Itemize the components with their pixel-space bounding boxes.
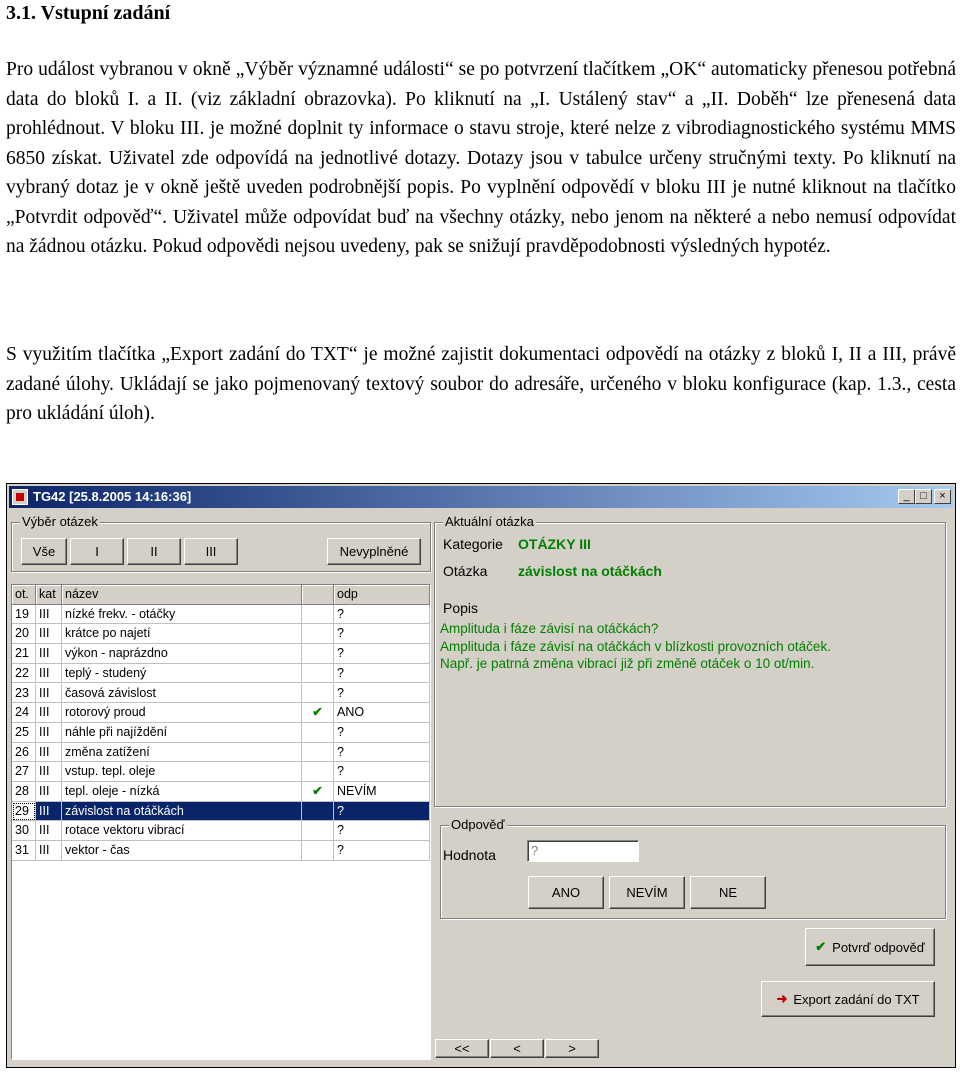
cell-kat[interactable]: III (36, 624, 62, 644)
cell-check[interactable] (302, 624, 334, 644)
question-filter-title: Výběr otázek (22, 514, 98, 529)
cell-nazev[interactable]: tepl. oleje - nízká (62, 782, 302, 802)
title-bar[interactable] (9, 486, 953, 508)
cell-kat[interactable]: III (36, 782, 62, 802)
paragraph-intro: Pro událost vybranou v okně „Výběr významné události“ se po potvrzení tlačítkem „OK“ automaticky přenesou potřebná data do bloků I. a II. (viz základní obrazovka). Po kliknutí na „I. Ustálený stav“ a „II. Doběh“ lze přenesená data prohlédnout. V bloku III. je možné doplnit ty informace o stavu stroje, které nelze z vibrodiagnostického systému MMS 6850 získat. Uživatel zde odpovídá na jednotlivé dotazy. Dotazy jsou v tabulce určeny stručnými texty. Po kliknutí na vybraný dotaz je v okně ještě uveden podrobnější popis. Po vyplnění odpovědí v bloku III je nutné kliknout na tlačítko „Potvrdit odpověď“. Uživatel může odpovídat buď na všechny otázky, nebo jenom na některé a nebo nemusí odpovídat na žádnou otázku. Pokud odpovědi nejsou uvedeny, pak se snižují pravděpodobnosti výsledných hypotéz. (6, 59, 956, 257)
cell-kat[interactable]: III (36, 664, 62, 684)
confirm-answer-button[interactable] (805, 928, 935, 966)
table-row[interactable] (12, 802, 430, 822)
cell-odp[interactable]: ANO (334, 703, 430, 723)
cell-odp[interactable]: ? (334, 644, 430, 664)
cell-odp[interactable]: ? (334, 605, 430, 625)
cell-nazev[interactable]: vstup. tepl. oleje (62, 762, 302, 782)
description-text (440, 620, 938, 673)
cell-check[interactable] (302, 684, 334, 704)
cell-nazev[interactable]: změna zatížení (62, 743, 302, 763)
cell-kat[interactable]: III (36, 821, 62, 841)
category-label: Kategorie (443, 536, 503, 552)
cell-kat[interactable]: III (36, 605, 62, 625)
cell-check[interactable] (302, 605, 334, 625)
cell-odp[interactable]: ? (334, 802, 430, 822)
cell-check[interactable] (302, 821, 334, 841)
cell-nazev[interactable]: výkon - naprázdno (62, 644, 302, 664)
cell-odp[interactable]: ? (334, 743, 430, 763)
cell-kat[interactable]: III (36, 703, 62, 723)
cell-check[interactable] (302, 723, 334, 743)
minimize-button[interactable]: _ (898, 489, 915, 504)
answer-yes-button[interactable]: ANO (528, 876, 604, 909)
col-header-check[interactable] (302, 585, 334, 605)
confirm-answer-label: Potvrď odpověď (832, 939, 925, 955)
export-icon: ➜ (776, 991, 788, 1006)
table-header (12, 585, 430, 605)
cell-nazev[interactable]: náhle při najíždění (62, 723, 302, 743)
cell-ot[interactable]: 26 (12, 743, 36, 763)
value-label: Hodnota (443, 847, 496, 863)
col-header-ot[interactable]: ot. (12, 585, 36, 605)
nav-next-button[interactable]: > (545, 1039, 599, 1058)
cell-nazev[interactable]: teplý - studený (62, 664, 302, 684)
app-window (6, 483, 956, 1068)
cell-check[interactable] (302, 802, 334, 822)
filter-all-button[interactable]: Vše (21, 538, 67, 565)
nav-prev-button[interactable]: < (490, 1039, 544, 1058)
cell-kat[interactable]: III (36, 802, 62, 822)
table-row[interactable] (12, 841, 430, 861)
window-title: TG42 [25.8.2005 14:16:36] (33, 489, 192, 504)
table-row[interactable] (12, 723, 430, 743)
cell-kat[interactable]: III (36, 762, 62, 782)
answer-dont-know-button[interactable]: NEVÍM (609, 876, 685, 909)
table-row[interactable] (12, 624, 430, 644)
cell-nazev[interactable]: rotace vektoru vibrací (62, 821, 302, 841)
nav-first-button[interactable]: << (435, 1039, 489, 1058)
cell-ot[interactable]: 29 (12, 802, 36, 822)
cell-kat[interactable]: III (36, 723, 62, 743)
cell-ot[interactable]: 25 (12, 723, 36, 743)
cell-ot[interactable]: 31 (12, 841, 36, 861)
maximize-button[interactable]: □ (915, 489, 932, 504)
table-row[interactable] (12, 684, 430, 704)
checkmark-icon[interactable]: ✔ (302, 782, 334, 802)
questions-table[interactable] (11, 584, 431, 1060)
description-line: Např. je patrná změna vibrací již při změně otáček o 10 ot/min. (440, 656, 815, 671)
filter-iii-button[interactable]: III (184, 538, 238, 565)
cell-nazev[interactable]: časová závislost (62, 684, 302, 704)
cell-kat[interactable]: III (36, 684, 62, 704)
col-header-nazev[interactable]: název (62, 585, 302, 605)
cell-nazev[interactable]: vektor - čas (62, 841, 302, 861)
app-icon (12, 489, 28, 505)
cell-ot[interactable]: 30 (12, 821, 36, 841)
section-heading: 3.1. Vstupní zadání (6, 2, 171, 24)
cell-odp[interactable]: ? (334, 841, 430, 861)
cell-nazev[interactable]: rotorový proud (62, 703, 302, 723)
question-value: závislost na otáčkách (518, 563, 662, 579)
cell-odp[interactable]: ? (334, 664, 430, 684)
cell-ot[interactable]: 20 (12, 624, 36, 644)
cell-nazev[interactable]: závislost na otáčkách (62, 802, 302, 822)
cell-check[interactable] (302, 644, 334, 664)
cell-ot[interactable]: 22 (12, 664, 36, 684)
cell-nazev[interactable]: krátce po najetí (62, 624, 302, 644)
table-row[interactable] (12, 762, 430, 782)
cell-ot[interactable]: 19 (12, 605, 36, 625)
category-value: OTÁZKY III (518, 536, 591, 552)
cell-odp[interactable]: ? (334, 762, 430, 782)
checkmark-icon[interactable]: ✔ (302, 703, 334, 723)
cell-check[interactable] (302, 762, 334, 782)
cell-kat[interactable]: III (36, 644, 62, 664)
cell-kat[interactable]: III (36, 841, 62, 861)
answer-title: Odpověď (451, 817, 505, 832)
table-row[interactable] (12, 782, 430, 802)
description-line: Amplituda i fáze závisí na otáčkách? (440, 621, 659, 636)
cell-odp[interactable]: ? (334, 684, 430, 704)
cell-odp[interactable]: ? (334, 821, 430, 841)
check-icon: ✔ (815, 939, 827, 954)
filter-unanswered-button[interactable]: Nevyplněné (327, 538, 421, 565)
cell-ot[interactable]: 28 (12, 782, 36, 802)
cell-ot[interactable]: 21 (12, 644, 36, 664)
cell-ot[interactable]: 24 (12, 703, 36, 723)
cell-odp[interactable]: ? (334, 723, 430, 743)
table-row[interactable] (12, 644, 430, 664)
cell-odp[interactable]: ? (334, 624, 430, 644)
table-row[interactable] (12, 605, 430, 625)
cell-check[interactable] (302, 841, 334, 861)
description-line: Amplituda i fáze závisí na otáčkách v blízkosti provozních otáček. (440, 638, 831, 654)
filter-ii-button[interactable]: II (127, 538, 181, 565)
close-button[interactable]: × (934, 489, 951, 504)
cell-ot[interactable]: 23 (12, 684, 36, 704)
cell-check[interactable] (302, 664, 334, 684)
answer-value-input[interactable]: ? (527, 840, 639, 862)
paragraph-export: S využitím tlačítka „Export zadání do TXT“ je možné zajistit dokumentaci odpovědí na otázky z bloků I, II a III, právě zadané úlohy. Ukládají se jako pojmenovaný textový soubor do adresáře, určeného v bloku konfigurace (kap. 1.3., cesta pro ukládání úloh). (6, 344, 956, 424)
current-question-title: Aktuální otázka (445, 514, 534, 529)
cell-nazev[interactable]: nízké frekv. - otáčky (62, 605, 302, 625)
table-row[interactable] (12, 743, 430, 763)
cell-ot[interactable]: 27 (12, 762, 36, 782)
cell-odp[interactable]: NEVÍM (334, 782, 430, 802)
col-header-kat[interactable]: kat (36, 585, 62, 605)
question-label: Otázka (443, 563, 488, 579)
filter-i-button[interactable]: I (70, 538, 124, 565)
col-header-odp[interactable]: odp (334, 585, 430, 605)
table-row[interactable] (12, 703, 430, 723)
table-row[interactable] (12, 664, 430, 684)
answer-no-button[interactable]: NE (690, 876, 766, 909)
export-txt-button[interactable] (761, 981, 935, 1017)
export-txt-label: Export zadání do TXT (793, 991, 920, 1007)
cell-kat[interactable]: III (36, 743, 62, 763)
table-row[interactable] (12, 821, 430, 841)
cell-check[interactable] (302, 743, 334, 763)
description-label: Popis (443, 600, 479, 616)
